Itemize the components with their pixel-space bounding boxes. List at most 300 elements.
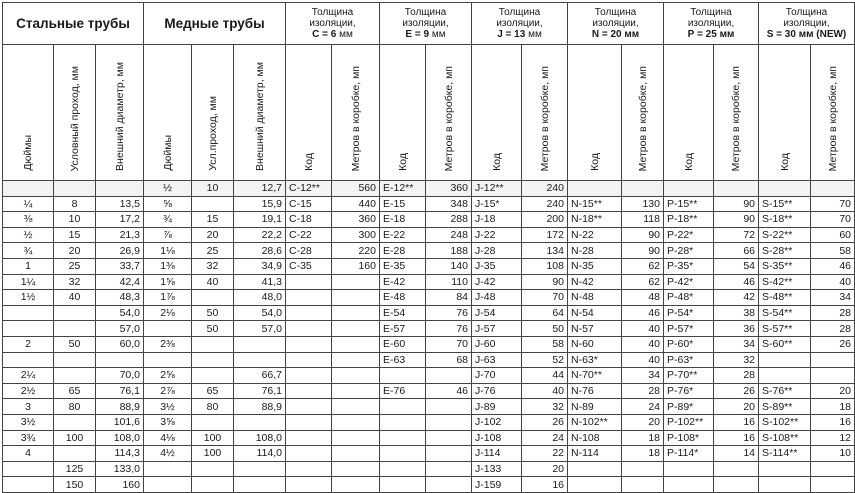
table-cell: 2⅜ xyxy=(144,336,192,352)
table-cell xyxy=(759,181,811,197)
table-cell: N-76 xyxy=(568,383,622,399)
table-row xyxy=(3,336,855,352)
table-row xyxy=(3,477,855,493)
table-cell: 46 xyxy=(426,383,472,399)
table-cell xyxy=(286,414,332,430)
table-cell: 200 xyxy=(522,212,568,228)
column-header-label: Внешний диаметр, мм xyxy=(253,62,266,171)
table-row xyxy=(3,446,855,462)
table-cell: 24 xyxy=(522,430,568,446)
table-cell: 24 xyxy=(622,399,664,415)
table-cell: 14 xyxy=(714,446,759,462)
column-header-label: Метров в коробке, мп xyxy=(636,65,649,171)
table-cell xyxy=(714,477,759,493)
table-cell xyxy=(286,399,332,415)
table-cell: S-60** xyxy=(759,336,811,352)
table-cell: 44 xyxy=(522,368,568,384)
table-cell: 3½ xyxy=(3,414,54,430)
table-cell: 76 xyxy=(426,321,472,337)
column-header-label: Метров в коробке, мп xyxy=(442,65,455,171)
table-body xyxy=(3,181,855,493)
table-cell: 84 xyxy=(426,290,472,306)
table-cell: ⅝ xyxy=(144,196,192,212)
table-cell: 65 xyxy=(54,383,96,399)
table-cell: ½ xyxy=(3,227,54,243)
table-cell: ¾ xyxy=(144,212,192,228)
table-cell: 16 xyxy=(714,414,759,430)
table-cell xyxy=(426,430,472,446)
table-cell: 21,3 xyxy=(96,227,144,243)
table-cell: C-22 xyxy=(286,227,332,243)
table-cell: 20 xyxy=(54,243,96,259)
table-cell xyxy=(426,477,472,493)
table-cell xyxy=(192,196,234,212)
table-cell xyxy=(234,414,286,430)
table-cell xyxy=(54,446,96,462)
column-header xyxy=(426,45,472,181)
table-cell: 65 xyxy=(192,383,234,399)
table-cell: 40 xyxy=(622,352,664,368)
column-header xyxy=(192,45,234,181)
table-row xyxy=(3,290,855,306)
table-cell xyxy=(811,368,855,384)
column-header-label: Условный проход, мм xyxy=(68,65,81,171)
table-cell: 160 xyxy=(332,258,380,274)
table-cell: 360 xyxy=(332,212,380,228)
table-cell: N-22 xyxy=(568,227,622,243)
table-cell xyxy=(3,477,54,493)
table-cell: 2¼ xyxy=(3,368,54,384)
table-cell: 134 xyxy=(522,243,568,259)
table-cell: 10 xyxy=(192,181,234,197)
column-header xyxy=(759,45,811,181)
table-cell xyxy=(286,477,332,493)
table-cell: N-48 xyxy=(568,290,622,306)
table-cell: 100 xyxy=(192,446,234,462)
table-cell: 8 xyxy=(54,196,96,212)
column-header-label: Внешний диаметр, мм xyxy=(113,62,126,171)
table-cell xyxy=(234,352,286,368)
table-cell: 41,3 xyxy=(234,274,286,290)
table-cell: 48,0 xyxy=(234,290,286,306)
table-cell: 288 xyxy=(426,212,472,228)
table-cell: 18 xyxy=(622,446,664,462)
table-cell: C-12** xyxy=(286,181,332,197)
table-cell: S-22** xyxy=(759,227,811,243)
table-cell: ⅜ xyxy=(3,212,54,228)
table-cell: 560 xyxy=(332,181,380,197)
table-cell xyxy=(714,461,759,477)
column-header xyxy=(380,45,426,181)
table-cell: 32 xyxy=(192,258,234,274)
table-cell xyxy=(759,368,811,384)
insulation-n-header: Толщина изоляции, N = 20 мм xyxy=(568,3,664,45)
table-cell: 28 xyxy=(811,305,855,321)
table-cell: 1⅜ xyxy=(144,258,192,274)
table-cell: 40 xyxy=(192,274,234,290)
table-cell: 90 xyxy=(622,227,664,243)
table-cell: N-102** xyxy=(568,414,622,430)
table-cell: 60 xyxy=(811,227,855,243)
table-cell: J-22 xyxy=(472,227,522,243)
table-cell: 114,3 xyxy=(96,446,144,462)
table-cell: 26 xyxy=(714,383,759,399)
table-cell: J-48 xyxy=(472,290,522,306)
table-cell xyxy=(54,368,96,384)
table-cell: J-108 xyxy=(472,430,522,446)
table-cell xyxy=(286,383,332,399)
table-cell: 66 xyxy=(714,243,759,259)
pipe-insulation-table xyxy=(2,2,855,493)
table-cell: ⅞ xyxy=(144,227,192,243)
steel-pipes-header: Стальные трубы xyxy=(3,3,144,45)
table-cell: ¼ xyxy=(3,196,54,212)
table-cell: 90 xyxy=(622,243,664,259)
table-cell xyxy=(811,477,855,493)
table-cell: 22,2 xyxy=(234,227,286,243)
table-cell: 20 xyxy=(714,399,759,415)
table-cell xyxy=(332,383,380,399)
table-cell: 300 xyxy=(332,227,380,243)
table-cell xyxy=(3,181,54,197)
table-cell: N-57 xyxy=(568,321,622,337)
table-cell: 20 xyxy=(522,461,568,477)
table-cell: 58 xyxy=(811,243,855,259)
insulation-e-header: Толщина изоляции, Е = 9 мм xyxy=(380,3,472,45)
table-cell: 220 xyxy=(332,243,380,259)
table-cell: 68 xyxy=(426,352,472,368)
table-cell: 40 xyxy=(811,274,855,290)
table-cell xyxy=(426,461,472,477)
table-cell xyxy=(759,352,811,368)
table-cell xyxy=(811,461,855,477)
table-cell: 18 xyxy=(811,399,855,415)
table-cell: 20 xyxy=(811,383,855,399)
table-cell: N-35 xyxy=(568,258,622,274)
table-cell xyxy=(286,274,332,290)
table-cell: N-60 xyxy=(568,336,622,352)
table-cell xyxy=(380,461,426,477)
table-cell: 100 xyxy=(54,430,96,446)
table-cell: 26 xyxy=(522,414,568,430)
insulation-p-header: Толщина изоляции, Р = 25 мм xyxy=(664,3,759,45)
table-cell: 1⅝ xyxy=(144,274,192,290)
table-cell: J-35 xyxy=(472,258,522,274)
table-cell: 15 xyxy=(54,227,96,243)
table-cell: 2⅛ xyxy=(144,305,192,321)
table-cell: 440 xyxy=(332,196,380,212)
table-cell: E-18 xyxy=(380,212,426,228)
table-cell: 50 xyxy=(192,321,234,337)
table-cell: 348 xyxy=(426,196,472,212)
table-cell: N-42 xyxy=(568,274,622,290)
table-cell xyxy=(192,352,234,368)
insulation-s-header: Толщина изоляции, S = 30 мм (NEW) xyxy=(759,3,855,45)
table-cell xyxy=(234,461,286,477)
table-cell xyxy=(380,414,426,430)
table-cell xyxy=(54,181,96,197)
column-header xyxy=(54,45,96,181)
table-cell: E-48 xyxy=(380,290,426,306)
table-cell: 70 xyxy=(811,212,855,228)
table-cell xyxy=(568,181,622,197)
table-cell xyxy=(811,181,855,197)
column-header-label: Метров в коробке, мп xyxy=(730,65,742,171)
table-cell: 15 xyxy=(192,212,234,228)
table-row xyxy=(3,414,855,430)
table-cell: E-76 xyxy=(380,383,426,399)
table-cell: 18 xyxy=(622,430,664,446)
table-cell: N-63* xyxy=(568,352,622,368)
table-cell: S-102** xyxy=(759,414,811,430)
table-cell xyxy=(380,368,426,384)
table-cell: 2⅝ xyxy=(144,368,192,384)
table-cell: 248 xyxy=(426,227,472,243)
table-cell: 25 xyxy=(192,243,234,259)
table-cell: 2 xyxy=(3,336,54,352)
table-cell: 88,9 xyxy=(96,399,144,415)
table-cell: 130 xyxy=(622,196,664,212)
table-cell: J-102 xyxy=(472,414,522,430)
table-cell xyxy=(714,181,759,197)
column-header-label: Дюймы xyxy=(22,135,34,171)
table-cell xyxy=(54,305,96,321)
table-cell: S-89** xyxy=(759,399,811,415)
table-cell: 42 xyxy=(714,290,759,306)
table-cell: 1½ xyxy=(3,290,54,306)
table-cell: 42,4 xyxy=(96,274,144,290)
table-cell: C-18 xyxy=(286,212,332,228)
table-cell: 64 xyxy=(522,305,568,321)
table-cell xyxy=(192,461,234,477)
table-cell: P-35* xyxy=(664,258,714,274)
table-cell: 46 xyxy=(811,258,855,274)
table-cell xyxy=(3,461,54,477)
column-header xyxy=(714,45,759,181)
table-cell: 36 xyxy=(714,321,759,337)
table-cell: 13,5 xyxy=(96,196,144,212)
table-cell: 110 xyxy=(426,274,472,290)
table-cell: 17,2 xyxy=(96,212,144,228)
table-cell: P-108* xyxy=(664,430,714,446)
table-cell xyxy=(332,368,380,384)
table-cell: 133,0 xyxy=(96,461,144,477)
table-cell: 80 xyxy=(192,399,234,415)
table-cell xyxy=(426,368,472,384)
table-cell: 4 xyxy=(3,446,54,462)
table-cell: 240 xyxy=(522,181,568,197)
table-cell: 28,6 xyxy=(234,243,286,259)
table-cell: 10 xyxy=(54,212,96,228)
table-cell: 66,7 xyxy=(234,368,286,384)
column-header-label: Код xyxy=(396,153,409,171)
table-cell: J-57 xyxy=(472,321,522,337)
table-cell xyxy=(286,336,332,352)
column-header-label: Метров в коробке, мп xyxy=(826,65,839,171)
table-cell: 58 xyxy=(522,336,568,352)
table-cell: 62 xyxy=(622,274,664,290)
table-cell: 70 xyxy=(811,196,855,212)
table-cell: 76,1 xyxy=(96,383,144,399)
table-cell: 12 xyxy=(811,430,855,446)
table-cell xyxy=(192,477,234,493)
table-cell: 48,3 xyxy=(96,290,144,306)
table-cell xyxy=(3,352,54,368)
column-header xyxy=(234,45,286,181)
table-cell: 26,9 xyxy=(96,243,144,259)
column-header xyxy=(568,45,622,181)
table-cell xyxy=(332,336,380,352)
table-cell: 34 xyxy=(811,290,855,306)
table-cell: S-114** xyxy=(759,446,811,462)
table-cell: 16 xyxy=(811,414,855,430)
table-cell: 360 xyxy=(426,181,472,197)
table-cell xyxy=(568,477,622,493)
table-cell: 240 xyxy=(522,196,568,212)
table-cell xyxy=(332,446,380,462)
table-cell xyxy=(332,305,380,321)
table-cell xyxy=(54,414,96,430)
table-cell: E-42 xyxy=(380,274,426,290)
table-cell: P-63* xyxy=(664,352,714,368)
table-cell: N-18** xyxy=(568,212,622,228)
table-cell: 108,0 xyxy=(234,430,286,446)
table-cell: 72 xyxy=(714,227,759,243)
table-cell: E-54 xyxy=(380,305,426,321)
table-cell xyxy=(332,430,380,446)
table-cell xyxy=(622,477,664,493)
table-cell: 1 xyxy=(3,258,54,274)
table-cell: E-63 xyxy=(380,352,426,368)
table-cell xyxy=(144,321,192,337)
table-cell: 60,0 xyxy=(96,336,144,352)
table-cell: P-48* xyxy=(664,290,714,306)
table-cell: J-76 xyxy=(472,383,522,399)
table-cell: 100 xyxy=(192,430,234,446)
table-cell: 16 xyxy=(522,477,568,493)
table-cell: 108 xyxy=(522,258,568,274)
table-row xyxy=(3,430,855,446)
table-cell xyxy=(426,446,472,462)
table-cell: S-15** xyxy=(759,196,811,212)
table-cell xyxy=(332,321,380,337)
table-cell: 188 xyxy=(426,243,472,259)
table-cell: 1⅞ xyxy=(144,290,192,306)
table-cell xyxy=(759,477,811,493)
table-cell xyxy=(426,414,472,430)
table-cell: S-108** xyxy=(759,430,811,446)
table-cell: P-18** xyxy=(664,212,714,228)
table-cell: 50 xyxy=(522,321,568,337)
table-cell: 1¼ xyxy=(3,274,54,290)
table-cell: 22 xyxy=(522,446,568,462)
table-cell: N-89 xyxy=(568,399,622,415)
table-row xyxy=(3,383,855,399)
table-cell: 32 xyxy=(522,399,568,415)
table-row xyxy=(3,399,855,415)
table-cell: 33,7 xyxy=(96,258,144,274)
table-row xyxy=(3,274,855,290)
table-cell xyxy=(192,290,234,306)
table-cell xyxy=(286,430,332,446)
column-header xyxy=(664,45,714,181)
table-cell xyxy=(332,274,380,290)
table-cell xyxy=(380,399,426,415)
table-cell: 108,0 xyxy=(96,430,144,446)
table-cell: 76,1 xyxy=(234,383,286,399)
table-cell xyxy=(234,477,286,493)
table-cell: E-12** xyxy=(380,181,426,197)
table-cell: 28 xyxy=(714,368,759,384)
table-cell: P-54* xyxy=(664,305,714,321)
table-cell xyxy=(664,181,714,197)
table-cell xyxy=(234,336,286,352)
table-cell: J-54 xyxy=(472,305,522,321)
table-cell: 2½ xyxy=(3,383,54,399)
table-cell: 38 xyxy=(714,305,759,321)
table-row xyxy=(3,196,855,212)
table-cell: P-60* xyxy=(664,336,714,352)
table-cell: P-102** xyxy=(664,414,714,430)
table-cell: P-89* xyxy=(664,399,714,415)
table-cell: J-18 xyxy=(472,212,522,228)
column-header xyxy=(522,45,568,181)
column-header xyxy=(811,45,855,181)
table-cell: 34,9 xyxy=(234,258,286,274)
table-cell: 57,0 xyxy=(234,321,286,337)
table-cell xyxy=(332,399,380,415)
column-header-label: Код xyxy=(490,153,503,171)
table-cell: C-15 xyxy=(286,196,332,212)
table-cell: N-54 xyxy=(568,305,622,321)
table-cell xyxy=(286,446,332,462)
table-cell: C-35 xyxy=(286,258,332,274)
table-cell: N-114 xyxy=(568,446,622,462)
table-cell: S-76** xyxy=(759,383,811,399)
table-cell: 28 xyxy=(622,383,664,399)
insulation-c-header: Толщина изоляции, С = 6 мм xyxy=(286,3,380,45)
table-cell: 101,6 xyxy=(96,414,144,430)
table-cell: N-15** xyxy=(568,196,622,212)
table-cell: 54,0 xyxy=(96,305,144,321)
table-cell: J-28 xyxy=(472,243,522,259)
table-cell: 34 xyxy=(622,368,664,384)
group-header-row xyxy=(3,3,855,45)
table-cell xyxy=(380,430,426,446)
table-cell xyxy=(144,352,192,368)
table-cell: 46 xyxy=(622,305,664,321)
table-cell: 76 xyxy=(426,305,472,321)
column-header-label: Код xyxy=(682,153,695,171)
table-cell: 88,9 xyxy=(234,399,286,415)
table-cell xyxy=(332,477,380,493)
column-header xyxy=(144,45,192,181)
table-cell xyxy=(286,290,332,306)
table-cell xyxy=(811,352,855,368)
table-cell: P-15** xyxy=(664,196,714,212)
table-cell: 40 xyxy=(522,383,568,399)
column-header-label: Код xyxy=(588,153,601,171)
table-cell: 160 xyxy=(96,477,144,493)
table-cell xyxy=(192,368,234,384)
table-cell xyxy=(144,461,192,477)
table-cell: 10 xyxy=(811,446,855,462)
table-cell: 40 xyxy=(622,321,664,337)
column-header-label: Метров в коробке, мп xyxy=(538,65,551,171)
table-cell: E-28 xyxy=(380,243,426,259)
table-cell: 114,0 xyxy=(234,446,286,462)
column-header xyxy=(286,45,332,181)
